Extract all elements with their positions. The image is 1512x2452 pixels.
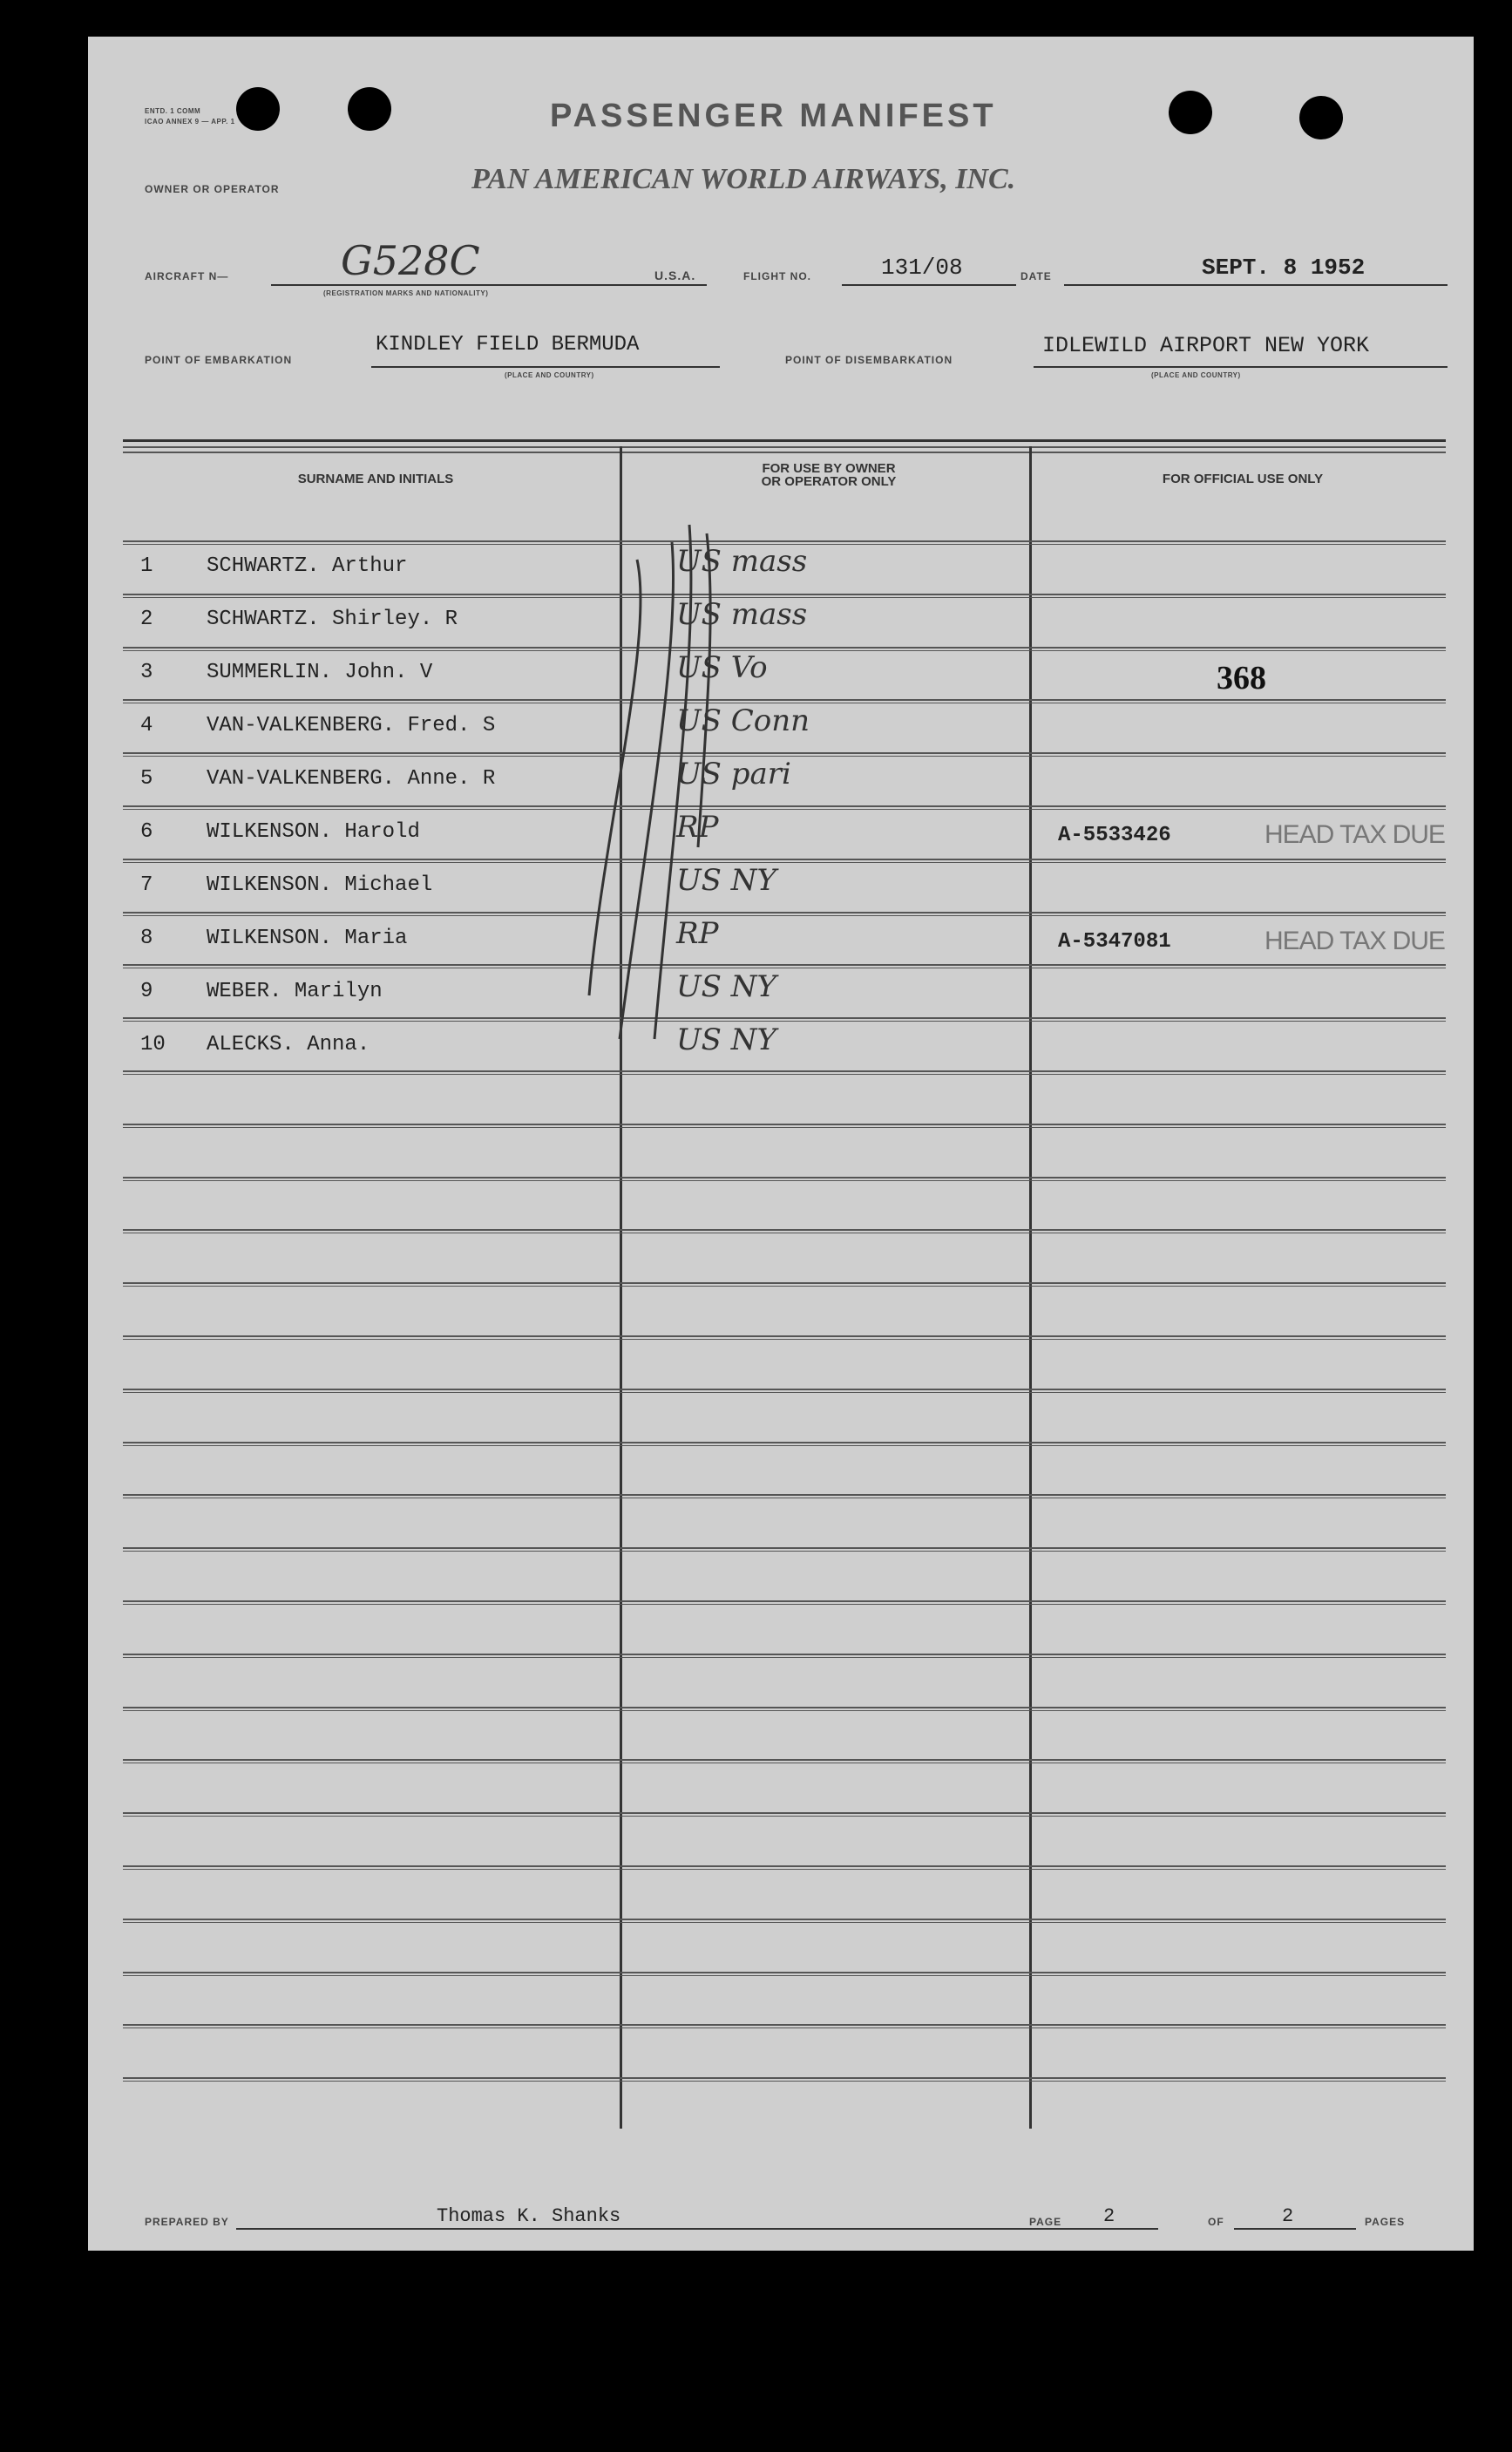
table-row-rule [123, 1707, 1446, 1708]
disembark-underline [1034, 366, 1448, 368]
passenger-number: 5 [140, 767, 153, 791]
prepared-label: PREPARED BY [145, 2216, 229, 2228]
passenger-name: WILKENSON. Michael [207, 873, 433, 897]
table-row-rule [123, 1812, 1446, 1814]
owner-notation: RP [676, 810, 719, 845]
table-row-rule [123, 699, 1446, 701]
disembark-sub: (PLACE AND COUNTRY) [1151, 371, 1241, 379]
of-underline [1234, 2228, 1356, 2230]
manifest-sheet [88, 37, 1474, 2251]
aircraft-underline [271, 284, 707, 286]
owner-notation: US mass [676, 597, 808, 632]
passenger-name: SCHWARTZ. Shirley. R [207, 608, 458, 631]
passenger-number: 3 [140, 661, 153, 684]
passenger-number: 8 [140, 927, 153, 950]
table-row-rule [123, 809, 1446, 810]
table-row-rule [123, 1127, 1446, 1128]
of-value: 2 [1282, 2205, 1294, 2227]
owner-notation: US NY [676, 863, 776, 898]
table-top-rule [123, 452, 1446, 453]
table-row-rule [123, 1972, 1446, 1973]
table-row-rule [123, 1494, 1446, 1496]
passenger-number: 4 [140, 714, 153, 737]
flight-value: 131/08 [881, 255, 963, 281]
prepared-underline [236, 2228, 1116, 2230]
table-row-rule [123, 1282, 1446, 1284]
table-row-rule [123, 1710, 1446, 1711]
date-underline [1064, 284, 1448, 286]
table-row-rule [123, 915, 1446, 916]
aircraft-sub: (REGISTRATION MARKS AND NATIONALITY) [323, 289, 489, 297]
col-header-names: SURNAME AND INITIALS [297, 472, 454, 486]
table-row-rule [123, 1070, 1446, 1072]
punch-hole [1299, 96, 1343, 139]
passenger-name: VAN-VALKENBERG. Anne. R [207, 767, 496, 791]
table-row-rule [123, 1604, 1446, 1605]
table-row-rule [123, 1074, 1446, 1075]
table-row-rule [123, 1442, 1446, 1443]
table-row-rule [123, 1816, 1446, 1817]
table-row-rule [123, 2081, 1446, 2082]
passenger-number: 10 [140, 1033, 166, 1056]
table-row-rule [123, 1177, 1446, 1178]
passenger-number: 9 [140, 980, 153, 1003]
flight-label: FLIGHT NO. [743, 270, 811, 282]
official-stamp-number: 368 [1217, 660, 1266, 696]
table-row-rule [123, 650, 1446, 651]
owner-notation: US Conn [676, 703, 810, 738]
table-row-rule [123, 1021, 1446, 1022]
table-row-rule [123, 859, 1446, 860]
punch-hole [348, 87, 391, 131]
owner-notation: US Vo [676, 650, 768, 685]
table-top-rule [123, 439, 1446, 442]
page-underline [1071, 2228, 1158, 2230]
embark-sub: (PLACE AND COUNTRY) [505, 371, 594, 379]
table-row-rule [123, 1600, 1446, 1602]
embark-value: KINDLEY FIELD BERMUDA [376, 333, 640, 357]
usa-label: U.S.A. [654, 268, 696, 282]
owner-label: OWNER OR OPERATOR [145, 183, 280, 195]
table-row-rule [123, 1547, 1446, 1549]
table-top-rule [123, 446, 1446, 448]
page-value: 2 [1103, 2205, 1115, 2227]
passenger-name: ALECKS. Anna. [207, 1033, 370, 1056]
table-row-rule [123, 1389, 1446, 1390]
table-row-rule [123, 1286, 1446, 1287]
table-row-rule [123, 1445, 1446, 1446]
head-tax-stamp: HEAD TAX DUE [1265, 820, 1445, 849]
table-row-rule [123, 1229, 1446, 1231]
passenger-number: 7 [140, 873, 153, 897]
table-row-rule [123, 1759, 1446, 1761]
date-label: DATE [1020, 270, 1052, 282]
passenger-name: SCHWARTZ. Arthur [207, 554, 408, 578]
table-row-rule [123, 1339, 1446, 1340]
table-row-rule [123, 1922, 1446, 1923]
embark-label: POINT OF EMBARKATION [145, 354, 293, 366]
date-value: SEPT. 8 1952 [1202, 255, 1366, 281]
col-header-owner: FOR USE BY OWNER OR OPERATOR ONLY [761, 461, 897, 489]
table-row-rule [123, 2024, 1446, 2026]
owner-notation: US NY [676, 969, 776, 1004]
form-code: ENTD. 1 COMM ICAO ANNEX 9 — APP. 1 [145, 107, 235, 126]
table-row-rule [123, 805, 1446, 807]
head-tax-stamp: HEAD TAX DUE [1265, 927, 1445, 955]
passenger-name: VAN-VALKENBERG. Fred. S [207, 714, 496, 737]
table-row-rule [123, 862, 1446, 863]
pages-label: PAGES [1365, 2216, 1406, 2228]
table-row-rule [123, 752, 1446, 754]
airline-name: PAN AMERICAN WORLD AIRWAYS, INC. [471, 163, 1016, 195]
official-alien-number: A-5533426 [1058, 824, 1171, 847]
owner-notation: US pari [676, 757, 791, 791]
prepared-value: Thomas K. Shanks [437, 2205, 621, 2227]
official-alien-number: A-5347081 [1058, 930, 1171, 954]
col-header-official: FOR OFFICIAL USE ONLY [1162, 472, 1324, 486]
owner-notation: US NY [676, 1022, 776, 1057]
owner-notation: RP [676, 916, 719, 951]
passenger-name: WEBER. Marilyn [207, 980, 383, 1003]
table-row-rule [123, 1180, 1446, 1181]
passenger-name: SUMMERLIN. John. V [207, 661, 433, 684]
table-row-rule [123, 912, 1446, 914]
table-row-rule [123, 2077, 1446, 2079]
table-row-rule [123, 1551, 1446, 1552]
of-label: OF [1208, 2216, 1224, 2228]
disembark-value: IDLEWILD AIRPORT NEW YORK [1042, 333, 1370, 358]
passenger-name: WILKENSON. Harold [207, 820, 420, 844]
form-title: PASSENGER MANIFEST [550, 98, 997, 134]
flight-underline [842, 284, 1016, 286]
table-row-rule [123, 1919, 1446, 1920]
table-row-rule [123, 2027, 1446, 2028]
page-label: PAGE [1029, 2216, 1062, 2228]
table-row-rule [123, 1392, 1446, 1393]
table-row-rule [123, 1869, 1446, 1870]
table-row-rule [123, 1654, 1446, 1655]
table-row-rule [123, 964, 1446, 966]
disembark-label: POINT OF DISEMBARKATION [785, 354, 953, 366]
table-row-rule [123, 540, 1446, 542]
aircraft-value: G528C [341, 237, 480, 284]
punch-hole [1169, 91, 1212, 134]
table-row-rule [123, 1657, 1446, 1658]
table-row-rule [123, 594, 1446, 595]
table-row-rule [123, 1865, 1446, 1867]
embark-underline [371, 366, 720, 368]
passenger-number: 1 [140, 554, 153, 578]
table-row-rule [123, 647, 1446, 649]
table-row-rule [123, 1124, 1446, 1125]
aircraft-label: AIRCRAFT N— [145, 270, 229, 282]
passenger-name: WILKENSON. Maria [207, 927, 408, 950]
passenger-number: 6 [140, 820, 153, 844]
table-row-rule [123, 1975, 1446, 1976]
passenger-number: 2 [140, 608, 153, 631]
owner-notation: US mass [676, 544, 808, 579]
table-row-rule [123, 1017, 1446, 1019]
table-row-rule [123, 1335, 1446, 1337]
